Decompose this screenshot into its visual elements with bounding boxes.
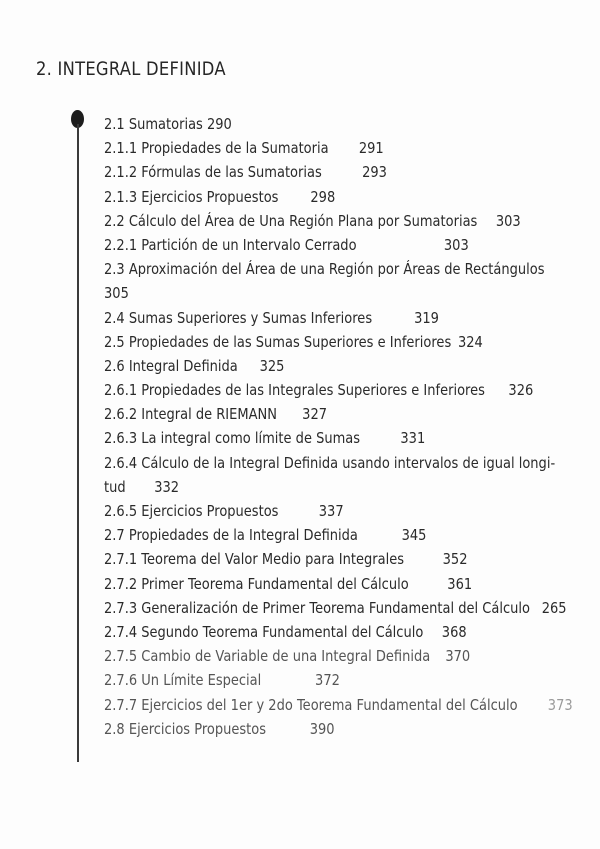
toc-entry-title: 2.7.3 Generalización de Primer Teorema Fundamental del Cálculo: [104, 598, 530, 617]
toc-entry-title: 2.7 Propiedades de la Integral Definida: [104, 526, 358, 545]
toc-entry-page: 319: [414, 308, 439, 327]
toc-entry-page: 331: [400, 429, 426, 448]
toc-entry-title: 2.6.3 La integral como límite de Sumas: [104, 429, 361, 448]
toc-entry-page: 265: [541, 598, 567, 617]
toc-entry-page: 337: [318, 502, 344, 520]
toc-entry-title: 305: [104, 284, 129, 303]
toc-entry-title: 2.7.5 Cambio de Variable de una Integral Definida: [104, 647, 431, 666]
toc-entry-title: 2.6.5 Ejercicios Propuestos: [104, 502, 279, 520]
toc-entry: [104, 281, 499, 305]
toc-entry: [104, 644, 499, 668]
toc-entry-page: 291: [358, 139, 384, 158]
toc-entry: [104, 620, 499, 644]
toc-entry-title: 2.7.4 Segundo Teorema Fundamental del Cálculo: [104, 622, 424, 641]
toc-entry-title: 2.3 Aproximación del Área de una Región por Áreas de Rectángulos: [104, 260, 545, 279]
toc-entry: [104, 572, 499, 596]
toc-entry: [104, 523, 499, 547]
toc-entry: [104, 547, 499, 571]
toc-entry-page: 373: [547, 695, 573, 714]
toc-entry: [104, 136, 499, 160]
toc-entry-title: 2.7.7 Ejercicios del 1er y 2do Teorema Fundamental del Cálculo: [104, 695, 518, 714]
toc-entry-page: 298: [310, 187, 336, 206]
vertical-rule: [77, 124, 79, 762]
toc-entry-page: 303: [443, 235, 469, 254]
toc-entry-page: 327: [302, 405, 328, 424]
toc-entry-title: 2.6.1 Propiedades de las Integrales Superiores e Inferiores: [104, 381, 485, 400]
toc-entry-title: 2.8 Ejercicios Propuestos: [104, 719, 267, 738]
table-of-contents: [104, 112, 574, 741]
toc-entry: [104, 378, 534, 402]
toc-entry-title: 2.7.6 Un Límite Especial: [104, 671, 262, 690]
chapter-title: 2. INTEGRAL DEFINIDA: [36, 58, 226, 80]
toc-entry: [104, 426, 499, 450]
toc-entry: [104, 668, 499, 692]
toc-entry-title: 2.2.1 Partición de un Intervalo Cerrado: [104, 235, 357, 254]
toc-entry: [104, 402, 499, 426]
toc-entry-title: 2.7.1 Teorema del Valor Medio para Integrales: [104, 550, 405, 569]
toc-entry-title: tud: [104, 477, 126, 496]
toc-entry-title: 2.1.2 Fórmulas de las Sumatorias: [104, 163, 322, 182]
toc-entry: [104, 209, 521, 233]
toc-entry-title: 2.1 Sumatorias 290: [104, 115, 232, 133]
toc-entry: [104, 717, 499, 741]
toc-entry: [104, 257, 545, 281]
toc-entry-page: 368: [441, 622, 467, 641]
toc-entry: [104, 693, 573, 717]
toc-entry: [104, 185, 499, 209]
toc-entry: [104, 112, 499, 136]
toc-entry: [104, 596, 567, 620]
toc-entry-page: 372: [315, 671, 340, 690]
toc-entry: [104, 354, 499, 378]
toc-entry-page: 324: [457, 332, 483, 351]
toc-entry: [104, 160, 499, 184]
toc-entry: [104, 475, 499, 499]
toc-entry-title: 2.6.4 Cálculo de la Integral Definida usando intervalos de igual longi-: [104, 453, 556, 472]
toc-entry-page: 325: [259, 356, 285, 375]
toc-entry-title: 2.4 Sumas Superiores y Sumas Inferiores: [104, 308, 373, 327]
toc-entry-title: 2.1.3 Ejercicios Propuestos: [104, 187, 279, 206]
toc-entry-title: 2.1.1 Propiedades de la Sumatoria: [104, 139, 329, 158]
toc-entry-page: 303: [495, 211, 521, 230]
toc-entry: [104, 499, 499, 523]
toc-entry-page: 370: [445, 647, 471, 666]
toc-entry: [104, 233, 499, 257]
toc-entry-page: 390: [309, 719, 335, 738]
toc-entry-title: 2.6 Integral Definida: [104, 356, 238, 375]
toc-entry-title: 2.6.2 Integral de RIEMANN: [104, 405, 277, 424]
toc-entry-title: 2.7.2 Primer Teorema Fundamental del Cálculo: [104, 574, 409, 593]
toc-entry-title: 2.5 Propiedades de las Sumas Superiores e Inferiores: [104, 332, 452, 351]
toc-entry-title: 2.2 Cálculo del Área de Una Región Plana por Sumatorias: [104, 211, 478, 230]
toc-entry-page: 293: [362, 163, 387, 182]
toc-entry-page: 326: [508, 381, 534, 400]
toc-entry-page: 345: [401, 526, 427, 545]
toc-entry-page: 352: [442, 550, 468, 569]
toc-entry-page: 361: [447, 574, 473, 593]
toc-entry: [104, 306, 499, 330]
toc-entry: [104, 330, 499, 354]
toc-entry: [104, 451, 556, 475]
toc-entry-page: 332: [154, 477, 180, 496]
